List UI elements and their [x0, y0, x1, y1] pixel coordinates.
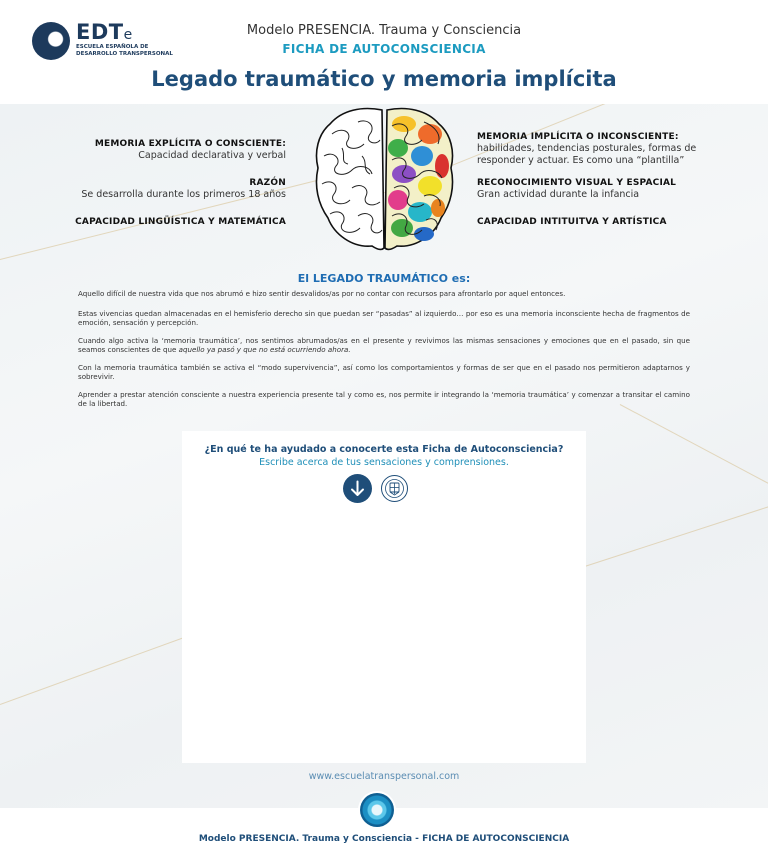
reflection-card[interactable] [182, 431, 586, 763]
visual-spatial-desc: Gran actividad durante la infancia [477, 189, 640, 200]
legado-paragraph-4: Con la memoria traumática también se activa el “modo supervivencia”, así como los comportamientos y formas de ser que en el pasado nos permitieron adaptarnos y sobrevivir. [78, 363, 690, 382]
footer-logo-icon [360, 793, 394, 827]
website-link[interactable]: www.escuelatranspersonal.com [308, 771, 460, 782]
series-title: Modelo PRESENCIA. Trauma y Consciencia [246, 23, 522, 38]
implicit-memory-label: MEMORIA IMPLÍCITA O INCONSCIENTE: [477, 132, 679, 142]
visual-spatial-label: RECONOCIMIENTO VISUAL Y ESPACIAL [477, 178, 677, 188]
arrow-down-icon [343, 474, 372, 503]
left-hemisphere [316, 109, 384, 250]
legado-paragraph-2: Estas vivencias quedan almacenadas en el hemisferio derecho sin que puedan ser “pasadas” al izquierdo… por eso es una memoria inconsciente hecha de fragmentos de emoción, sensación y percepción. [78, 309, 690, 328]
right-hemisphere-text [477, 131, 707, 228]
explicit-memory-label: MEMORIA EXPLÍCITA O CONSCIENTE: [94, 139, 286, 149]
linguistic-label: CAPACIDAD LINGÜÍSTICA Y MATEMÁTICA [75, 217, 286, 227]
ficha-title: FICHA DE AUTOCONSCIENCIA [282, 42, 486, 56]
legado-heading: El LEGADO TRAUMÁTICO es: [297, 272, 471, 285]
left-hemisphere-text [60, 138, 286, 228]
logo-word: EDTe [76, 20, 133, 44]
legado-paragraph-3: Cuando algo activa la ‘memoria traumática’, nos sentimos abrumados/as en el presente y revivimos las mismas sensaciones y emociones que en el pasado, sin que seamos conscientes de que aquello ya pasó y que no está ocurriendo ahora. [78, 336, 690, 355]
brain-illustration [312, 104, 457, 254]
legado-paragraph-1: Aquello difícil de nuestra vida que nos abrumó e hizo sentir desvalidos/as por no contar con recursos para afrontarlo por aquel entonces. [78, 289, 566, 298]
download-button[interactable] [343, 474, 372, 503]
implicit-memory-desc: habilidades, tendencias posturales, formas de responder y actuar. Es como una “plantilla” [477, 143, 697, 166]
header [0, 0, 768, 104]
intuitive-label: CAPACIDAD INTITUITVA Y ARTÍSTICA [477, 217, 667, 227]
seal-icon [382, 476, 407, 501]
reason-desc: Se desarrolla durante los primeros 18 años [81, 189, 286, 200]
page-title: Legado traumático y memoria implícita [151, 67, 617, 91]
footer-text: Modelo PRESENCIA. Trauma y Consciencia - FICHA DE AUTOCONSCIENCIA [198, 834, 570, 844]
explicit-memory-desc: Capacidad declarativa y verbal [138, 150, 286, 161]
logo-subtitle: ESCUELA ESPAÑOLA DE DESARROLLO TRANSPERSONAL [76, 44, 173, 57]
legado-paragraph-5: Aprender a prestar atención consciente a nuestra experiencia presente tal y como es, nos permite ir integrando la ‘memoria traumática’ y comenzar a transitar el camino de la libertad. [78, 390, 690, 409]
reflection-question: ¿En qué te ha ayudado a conocerte esta Ficha de Autoconsciencia? [204, 444, 564, 455]
seal-button[interactable] [381, 475, 408, 502]
reflection-subtitle: Escribe acerca de tus sensaciones y comprensiones. [259, 457, 509, 468]
reason-label: RAZÓN [249, 178, 286, 188]
